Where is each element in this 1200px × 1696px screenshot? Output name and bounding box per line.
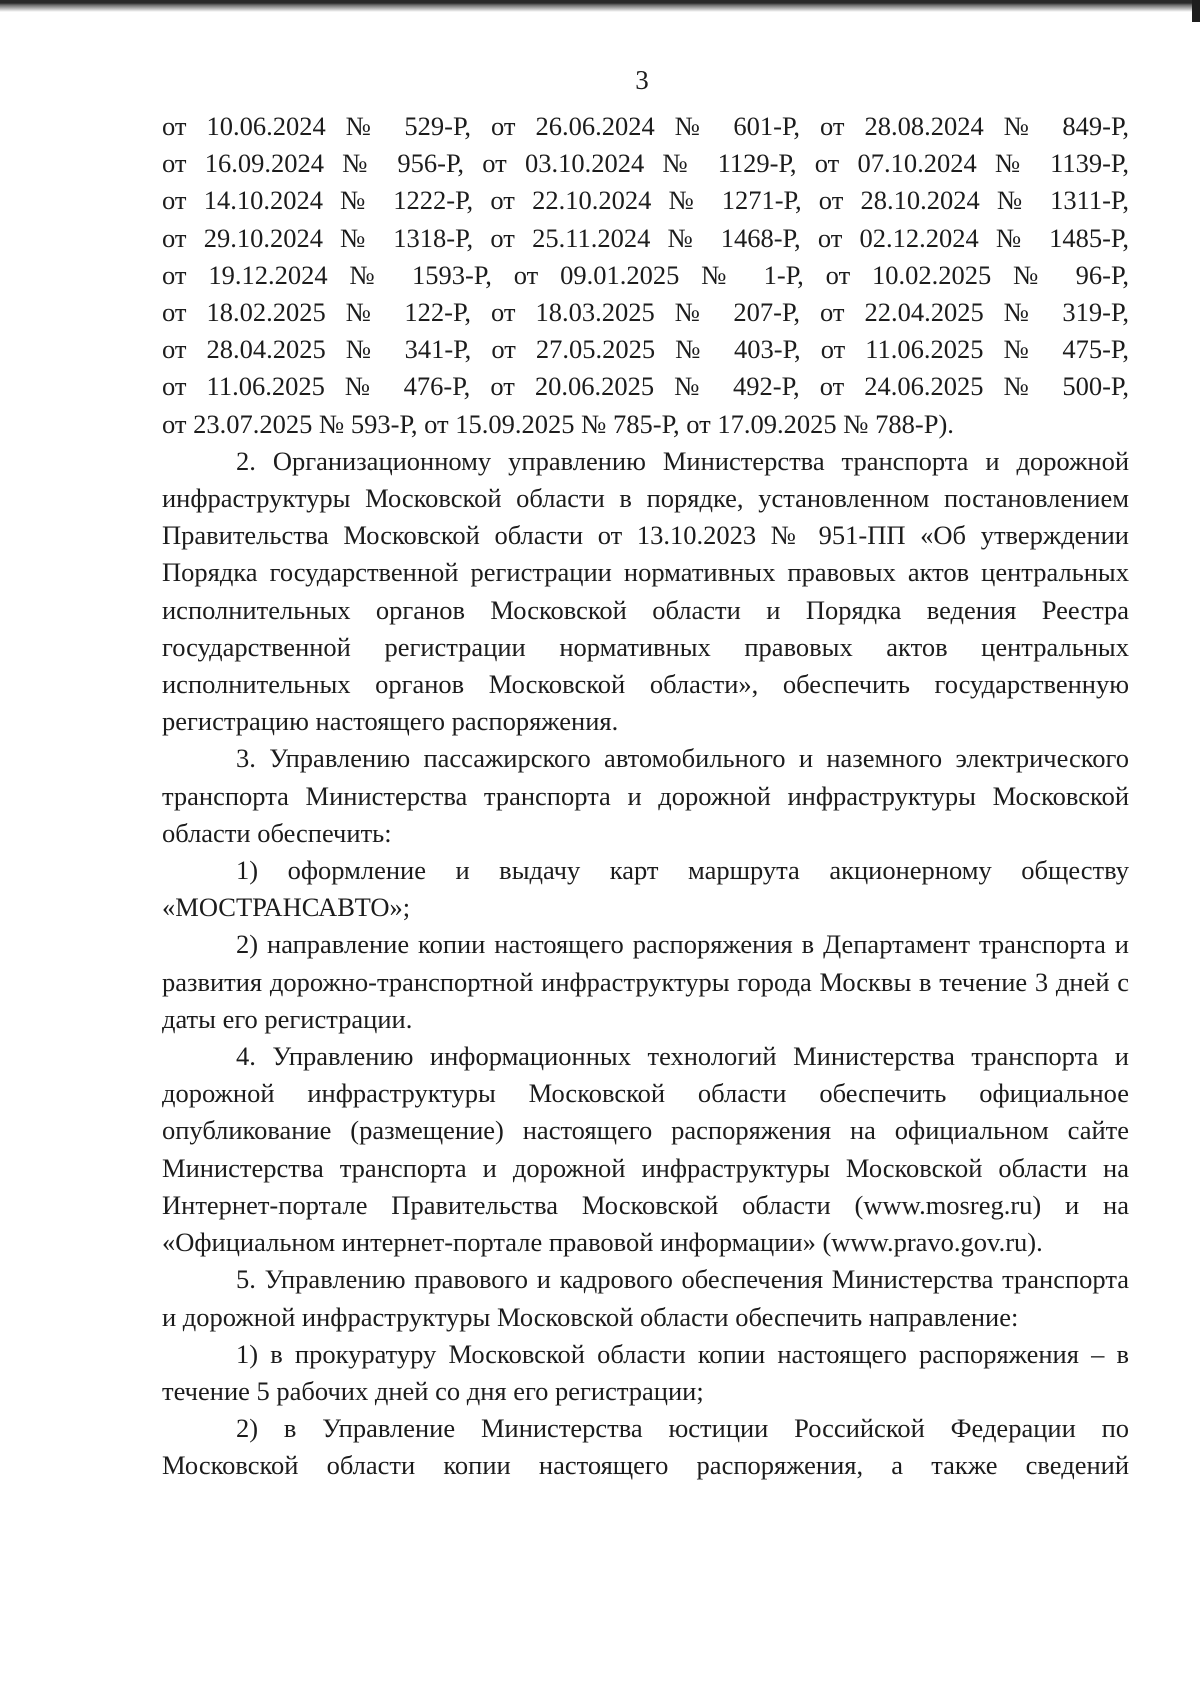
- page-number: 3: [635, 65, 649, 95]
- paragraph-2-registration: 2. Организационному управлению Министерства транспорта и дорожной инфраструктуры Московской области в порядке, установленном постановлением Правительства Московской области от 13.10.2023 № 951-ПП «Об утверждении Порядка государственной регистрации нормативных правовых актов центральных исполнительных органов Московской области и Порядка ведения Реестра государственной регистрации нормативных правовых актов центральных исполнительных органов Московской области», обеспечить государственную регистрацию настоящего распоряжения.: [162, 445, 1129, 737]
- reference-line: от 19.12.2024 № 1593-Р, от 09.01.2025 № 1-Р, от 10.02.2025 № 96-Р,: [162, 259, 1129, 290]
- subparagraph-5-2: 2) в Управление Министерства юстиции Российской Федерации по Московской области копии настоящего распоряжения, а также сведений: [162, 1413, 1129, 1481]
- document-body: [162, 108, 1129, 1485]
- reference-line: от 18.02.2025 № 122-Р, от 18.03.2025 № 207-Р, от 22.04.2025 № 319-Р,: [162, 297, 1129, 328]
- paragraph-4-publication: 4. Управлению информационных технологий Министерства транспорта и дорожной инфраструктуры Московской области обеспечить официальное опубликование (размещение) настоящего распоряжения на официальном сайте Министерства транспорта и дорожной инфраструктуры Московской области на Интернет-портале Правительства Московской области (www.mosreg.ru) и на «Официальном интернет-портале правовой информации» (www.pravo.gov.ru).: [162, 1041, 1129, 1258]
- subparagraph-3-2: 2) направление копии настоящего распоряжения в Департамент транспорта и развития дорожно-транспортной инфраструктуры города Москвы в течение 3 дней с даты его регистрации.: [162, 929, 1129, 1034]
- reference-line: от 16.09.2024 № 956-Р, от 03.10.2024 № 1129-Р, от 07.10.2024 № 1139-Р,: [162, 148, 1129, 179]
- reference-line: от 10.06.2024 № 529-Р, от 26.06.2024 № 601-Р, от 28.08.2024 № 849-Р,: [162, 111, 1129, 141]
- scan-corner-mark: [1192, 0, 1200, 22]
- amendments-reference-list: [162, 108, 1129, 443]
- paragraph-5-legal: 5. Управлению правового и кадрового обеспечения Министерства транспорта и дорожной инфраструктуры Московской области обеспечить направление:: [162, 1264, 1129, 1332]
- reference-line: от 11.06.2025 № 476-Р, от 20.06.2025 № 492-Р, от 24.06.2025 № 500-Р,: [162, 371, 1129, 402]
- paragraph-3-passenger-transport: 3. Управлению пассажирского автомобильного и наземного электрического транспорта Министерства транспорта и дорожной инфраструктуры Московской области обеспечить:: [162, 743, 1129, 848]
- reference-line: от 14.10.2024 № 1222-Р, от 22.10.2024 № 1271-Р, от 28.10.2024 № 1311-Р,: [162, 185, 1129, 216]
- reference-line: от 29.10.2024 № 1318-Р, от 25.11.2024 № 1468-Р, от 02.12.2024 № 1485-Р,: [162, 222, 1129, 253]
- subparagraph-3-1: 1) оформление и выдачу карт маршрута акционерному обществу «МОСТРАНСАВТО»;: [162, 855, 1129, 923]
- scan-top-edge: [0, 0, 1200, 12]
- subparagraph-5-1: 1) в прокуратуру Московской области копии настоящего распоряжения – в течение 5 рабочих дней со дня его регистрации;: [162, 1338, 1129, 1406]
- reference-line-last: от 23.07.2025 № 593-Р, от 15.09.2025 № 785-Р, от 17.09.2025 № 788-Р).: [162, 408, 954, 439]
- reference-line: от 28.04.2025 № 341-Р, от 27.05.2025 № 403-Р, от 11.06.2025 № 475-Р,: [162, 334, 1129, 365]
